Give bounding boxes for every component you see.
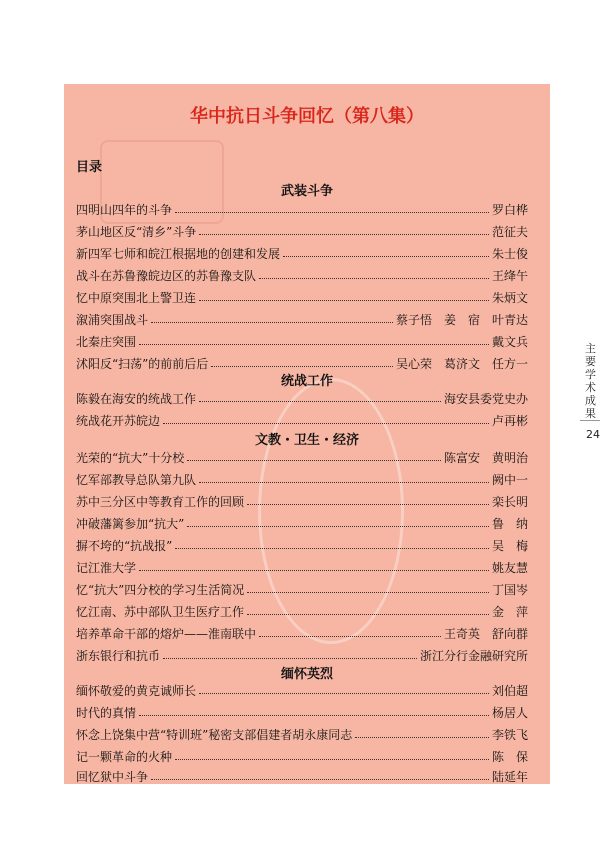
toc-item-title: 溆浦突围战斗 <box>76 312 149 327</box>
section-heading: 武装斗争 <box>280 184 333 199</box>
leader-dots <box>139 715 489 716</box>
toc-item-author: 陈 保 <box>491 749 528 764</box>
toc-row <box>76 491 528 511</box>
leader-dots <box>151 322 393 323</box>
toc-row <box>76 447 528 467</box>
toc-row <box>76 623 528 643</box>
toc-item-author: 戴文兵 <box>491 334 528 349</box>
toc-item-title: 茅山地区反“清乡”斗争 <box>76 224 197 239</box>
toc-item-author: 吴心荣 葛济文 任方一 <box>395 356 528 371</box>
toc-row <box>76 746 528 766</box>
toc-item-author: 丁国岑 <box>491 582 528 597</box>
leader-dots <box>199 482 489 483</box>
leader-dots <box>247 592 489 593</box>
toc-item-author: 吴 梅 <box>491 538 528 553</box>
toc-row <box>76 724 528 744</box>
toc-item-author: 姚友慧 <box>491 560 528 575</box>
toc-row <box>76 766 528 786</box>
toc-row <box>76 309 528 329</box>
leader-dots <box>151 779 489 780</box>
toc-item-author: 罗白桦 <box>491 202 528 217</box>
toc-item-title: 统战花开苏皖边 <box>76 413 161 428</box>
leader-dots <box>199 300 489 301</box>
toc-item-title: 忆军部教导总队第九队 <box>76 472 197 487</box>
toc-item-title: 时代的真情 <box>76 705 137 720</box>
toc-item-title: 回忆狱中斗争 <box>76 769 149 784</box>
toc-item-title: 四明山四年的斗争 <box>76 202 173 217</box>
toc-item-author: 蔡子悟 姜 宿 叶青达 <box>395 312 528 327</box>
toc-item-title: 沭阳反“扫荡”的前前后后 <box>76 356 209 371</box>
page-number: 24 <box>586 428 600 441</box>
toc-item-title: 怀念上饶集中营“特训班”秘密支部倡建者胡永康同志 <box>76 727 353 742</box>
section-heading: 统战工作 <box>280 374 333 389</box>
toc-item-author: 范征夫 <box>491 224 528 239</box>
toc-item-author: 朱士俊 <box>491 246 528 261</box>
toc-item-title: 摒不垮的“抗战报” <box>76 538 173 553</box>
toc-row <box>76 199 528 219</box>
toc-row <box>76 388 528 408</box>
toc-row <box>76 265 528 285</box>
toc-row <box>76 601 528 621</box>
leader-dots <box>187 460 441 461</box>
toc-row <box>76 557 528 577</box>
leader-dots <box>199 693 489 694</box>
toc-row <box>76 645 528 665</box>
toc-item-author: 海安县委党史办 <box>443 391 528 406</box>
toc-item-author: 阙中一 <box>491 472 528 487</box>
side-divider <box>580 420 600 421</box>
toc-item-author: 鲁 纳 <box>491 516 528 531</box>
leader-dots <box>211 366 393 367</box>
toc-item-author: 王绛午 <box>491 268 528 283</box>
toc-item-title: 浙东银行和抗币 <box>76 648 161 663</box>
leader-dots <box>199 401 441 402</box>
leader-dots <box>247 614 489 615</box>
toc-item-author: 栾长明 <box>491 494 528 509</box>
toc-row <box>76 702 528 722</box>
toc-item-title: 培养革命干部的熔炉——淮南联中 <box>76 626 257 641</box>
toc-item-title: 北秦庄突围 <box>76 334 137 349</box>
leader-dots <box>187 526 489 527</box>
section-heading: 文教・卫生・经济 <box>254 433 359 448</box>
toc-row <box>76 579 528 599</box>
leader-dots <box>199 234 489 235</box>
toc-row <box>76 287 528 307</box>
toc-item-author: 金 萍 <box>491 604 528 619</box>
toc-item-author: 李铁飞 <box>491 727 528 742</box>
toc-item-author: 朱炳文 <box>491 290 528 305</box>
page-title: 华中抗日斗争回忆（第八集） <box>190 106 424 127</box>
section-heading: 缅怀英烈 <box>280 667 333 682</box>
leader-dots <box>175 548 489 549</box>
leader-dots <box>283 256 489 257</box>
toc-row <box>76 535 528 555</box>
leader-dots <box>175 212 489 213</box>
toc-row <box>76 331 528 351</box>
toc-item-title: 陈毅在海安的统战工作 <box>76 391 197 406</box>
toc-row <box>76 410 528 430</box>
toc-item-author: 陈富安 黄明治 <box>443 450 528 465</box>
toc-row <box>76 680 528 700</box>
side-label: 主要学术成果 <box>585 342 596 420</box>
leader-dots <box>163 423 489 424</box>
leader-dots <box>355 737 489 738</box>
toc-item-title: 忆“抗大”四分校的学习生活简况 <box>76 582 245 597</box>
toc-row <box>76 243 528 263</box>
toc-item-author: 陆延年 <box>491 769 528 784</box>
leader-dots <box>259 278 489 279</box>
leader-dots <box>175 759 489 760</box>
toc-item-author: 杨居人 <box>491 705 528 720</box>
toc-item-title: 缅怀敬爱的黄克诚师长 <box>76 683 197 698</box>
toc-item-title: 苏中三分区中等教育工作的回顾 <box>76 494 245 509</box>
toc-item-title: 新四军七师和皖江根据地的创建和发展 <box>76 246 281 261</box>
toc-item-title: 冲破藩篱参加“抗大” <box>76 516 185 531</box>
toc-item-title: 记江淮大学 <box>76 560 137 575</box>
toc-row <box>76 469 528 489</box>
leader-dots <box>163 658 417 659</box>
toc-item-author: 浙江分行金融研究所 <box>419 648 528 663</box>
leader-dots <box>139 570 489 571</box>
leader-dots <box>139 344 489 345</box>
toc-item-title: 战斗在苏鲁豫皖边区的苏鲁豫支队 <box>76 268 257 283</box>
toc-item-title: 忆中原突围北上警卫连 <box>76 290 197 305</box>
toc-row <box>76 513 528 533</box>
toc-item-author: 卢再彬 <box>491 413 528 428</box>
toc-item-title: 光荣的“抗大”十分校 <box>76 450 185 465</box>
toc-item-title: 记一颗革命的火种 <box>76 749 173 764</box>
leader-dots <box>259 636 441 637</box>
toc-row <box>76 221 528 241</box>
toc-label: 目录 <box>76 160 103 175</box>
toc-item-author: 刘伯超 <box>491 683 528 698</box>
toc-item-author: 王奇英 舒向群 <box>443 626 528 641</box>
leader-dots <box>247 504 489 505</box>
toc-item-title: 忆江南、苏中部队卫生医疗工作 <box>76 604 245 619</box>
